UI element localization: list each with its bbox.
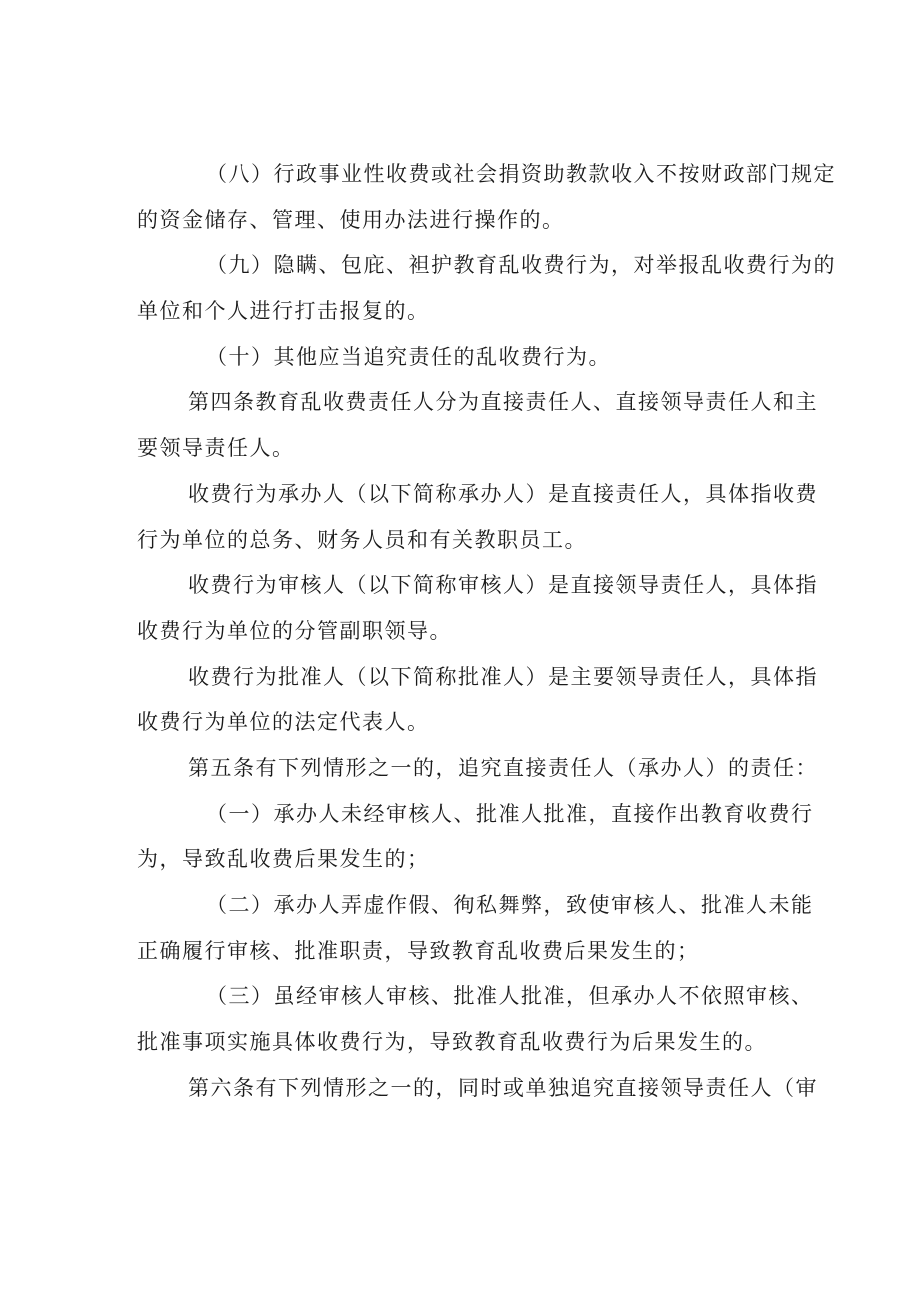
text-line: 收费行为单位的分管副职领导。 xyxy=(137,618,452,643)
paragraph-article-5 xyxy=(137,746,818,792)
text-line: 为，导致乱收费后果发生的； xyxy=(137,847,430,872)
text-line: 收费行为批准人（以下简称批准人）是主要领导责任人，具体指 xyxy=(188,664,818,689)
paragraph-item-9 xyxy=(137,243,836,334)
text-line: 第四条教育乱收费责任人分为直接责任人、直接领导责任人和主 xyxy=(188,390,818,415)
paragraph-article-4 xyxy=(137,380,818,471)
text-line: 收费行为单位的法定代表人。 xyxy=(137,710,430,735)
text-line: 的资金储存、管理、使用办法进行操作的。 xyxy=(137,207,565,232)
paragraph-item-1 xyxy=(137,792,814,883)
paragraph-item-3 xyxy=(137,974,814,1065)
text-line: 行为单位的总务、财务人员和有关教职员工。 xyxy=(137,527,587,552)
text-line: 收费行为承办人（以下简称承办人）是直接责任人，具体指收费 xyxy=(188,481,818,506)
paragraph-item-8 xyxy=(137,152,836,243)
text-line: （一）承办人未经审核人、批准人批准，直接作出教育收费行 xyxy=(206,801,814,826)
text-line: （十）其他应当追究责任的乱收费行为。 xyxy=(206,344,611,369)
text-line: 单位和个人进行打击报复的。 xyxy=(137,299,430,324)
text-line: 第五条有下列情形之一的，追究直接责任人（承办人）的责任： xyxy=(188,755,818,780)
document-body xyxy=(137,152,836,1111)
paragraph-undertaker xyxy=(137,472,818,563)
text-line: 第六条有下列情形之一的，同时或单独追究直接领导责任人（审 xyxy=(188,1075,818,1100)
text-line: 要领导责任人。 xyxy=(137,436,295,461)
text-line: 正确履行审核、批准职责，导致教育乱收费后果发生的； xyxy=(137,938,700,963)
text-line: （三）虽经审核人审核、批准人批准，但承办人不依照审核、 xyxy=(206,984,814,1009)
text-line: （八）行政事业性收费或社会捐资助教款收入不按财政部门规定 xyxy=(206,162,836,186)
text-line: （九）隐瞒、包庇、袒护教育乱收费行为，对举报乱收费行为的 xyxy=(206,253,836,278)
paragraph-item-2 xyxy=(137,883,814,974)
paragraph-article-6 xyxy=(137,1066,818,1112)
text-line: 收费行为审核人（以下简称审核人）是直接领导责任人，具体指 xyxy=(188,573,818,598)
paragraph-reviewer xyxy=(137,563,818,654)
paragraph-item-10 xyxy=(137,335,792,381)
text-line: 批准事项实施具体收费行为，导致教育乱收费行为后果发生的。 xyxy=(137,1030,767,1055)
text-line: （二）承办人弄虚作假、徇私舞弊，致使审核人、批准人未能 xyxy=(206,893,814,917)
paragraph-approver xyxy=(137,655,818,746)
